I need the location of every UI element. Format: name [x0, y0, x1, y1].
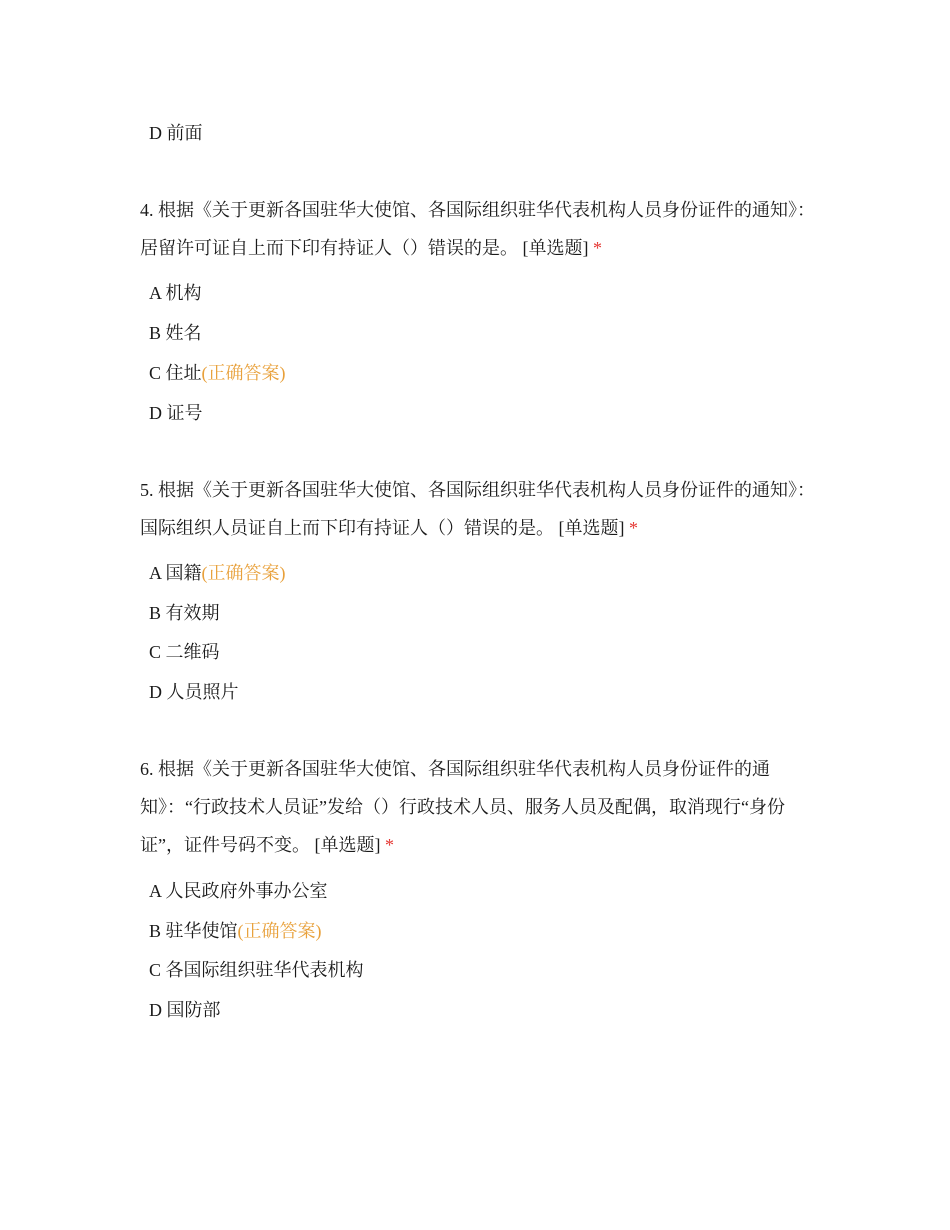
option-letter: C — [149, 642, 162, 662]
question-4 — [140, 191, 820, 267]
question-5 — [140, 471, 820, 547]
option-text: 国防部 — [166, 1000, 221, 1020]
question-4-option-b — [149, 321, 202, 345]
option-text: 住址 — [165, 363, 202, 383]
required-mark: * — [593, 238, 602, 258]
question-5-option-b — [149, 601, 220, 625]
option-text: 二维码 — [165, 642, 220, 662]
option-text: 国籍 — [165, 563, 202, 583]
question-text: 根据《关于更新各国驻华大使馆、各国际组织驻华代表机构人员身份证件的通知》：居留许可证自上而下印有持证人（）错误的是。 — [140, 200, 815, 258]
option-text: 人员照片 — [166, 682, 239, 702]
option-text: 人民政府外事办公室 — [165, 881, 328, 901]
question-4-option-a — [149, 281, 202, 305]
question-text: 根据《关于更新各国驻华大使馆、各国际组织驻华代表机构人员身份证件的通知》：“行政技术人员证”发给（）行政技术人员、服务人员及配偶，取消现行“身份证”，证件号码不变。 — [140, 759, 785, 855]
option-letter: D — [149, 403, 162, 423]
question-type-tag: [单选题] — [522, 238, 589, 258]
question-4-option-d — [149, 401, 203, 425]
option-letter: C — [149, 960, 162, 980]
question-type-tag: [单选题] — [314, 835, 381, 855]
question-6 — [140, 750, 820, 864]
option-text: 各国际组织驻华代表机构 — [165, 960, 364, 980]
option-text: 有效期 — [165, 603, 220, 623]
question-6-option-c — [149, 958, 364, 982]
option-text: 证号 — [166, 403, 203, 423]
question-5-option-c — [149, 640, 220, 664]
option-letter: B — [149, 921, 162, 941]
question-number: 4. — [140, 200, 154, 220]
option-letter: B — [149, 603, 162, 623]
required-mark: * — [385, 835, 394, 855]
question-6-option-d — [149, 998, 221, 1022]
required-mark: * — [629, 518, 638, 538]
option-text: 机构 — [165, 283, 202, 303]
question-text: 根据《关于更新各国驻华大使馆、各国际组织驻华代表机构人员身份证件的通知》：国际组织人员证自上而下印有持证人（）错误的是。 — [140, 480, 815, 538]
option-letter: D — [149, 123, 162, 143]
option-letter: A — [149, 881, 162, 901]
question-4-option-c — [149, 361, 286, 385]
question-5-option-d — [149, 680, 239, 704]
correct-answer-label: (正确答案) — [201, 563, 286, 583]
question-number: 6. — [140, 759, 154, 779]
option-letter: C — [149, 363, 162, 383]
option-text: 姓名 — [165, 323, 202, 343]
option-letter: D — [149, 1000, 162, 1020]
question-type-tag: [单选题] — [558, 518, 625, 538]
option-carryover-d — [149, 121, 203, 145]
option-letter: A — [149, 563, 162, 583]
question-6-option-a — [149, 879, 328, 903]
option-letter: D — [149, 682, 162, 702]
correct-answer-label: (正确答案) — [237, 921, 322, 941]
question-5-option-a — [149, 561, 286, 585]
option-text: 驻华使馆 — [165, 921, 238, 941]
question-number: 5. — [140, 480, 154, 500]
option-letter: A — [149, 283, 162, 303]
option-letter: B — [149, 323, 162, 343]
option-text: 前面 — [166, 123, 203, 143]
correct-answer-label: (正确答案) — [201, 363, 286, 383]
question-6-option-b — [149, 919, 322, 943]
